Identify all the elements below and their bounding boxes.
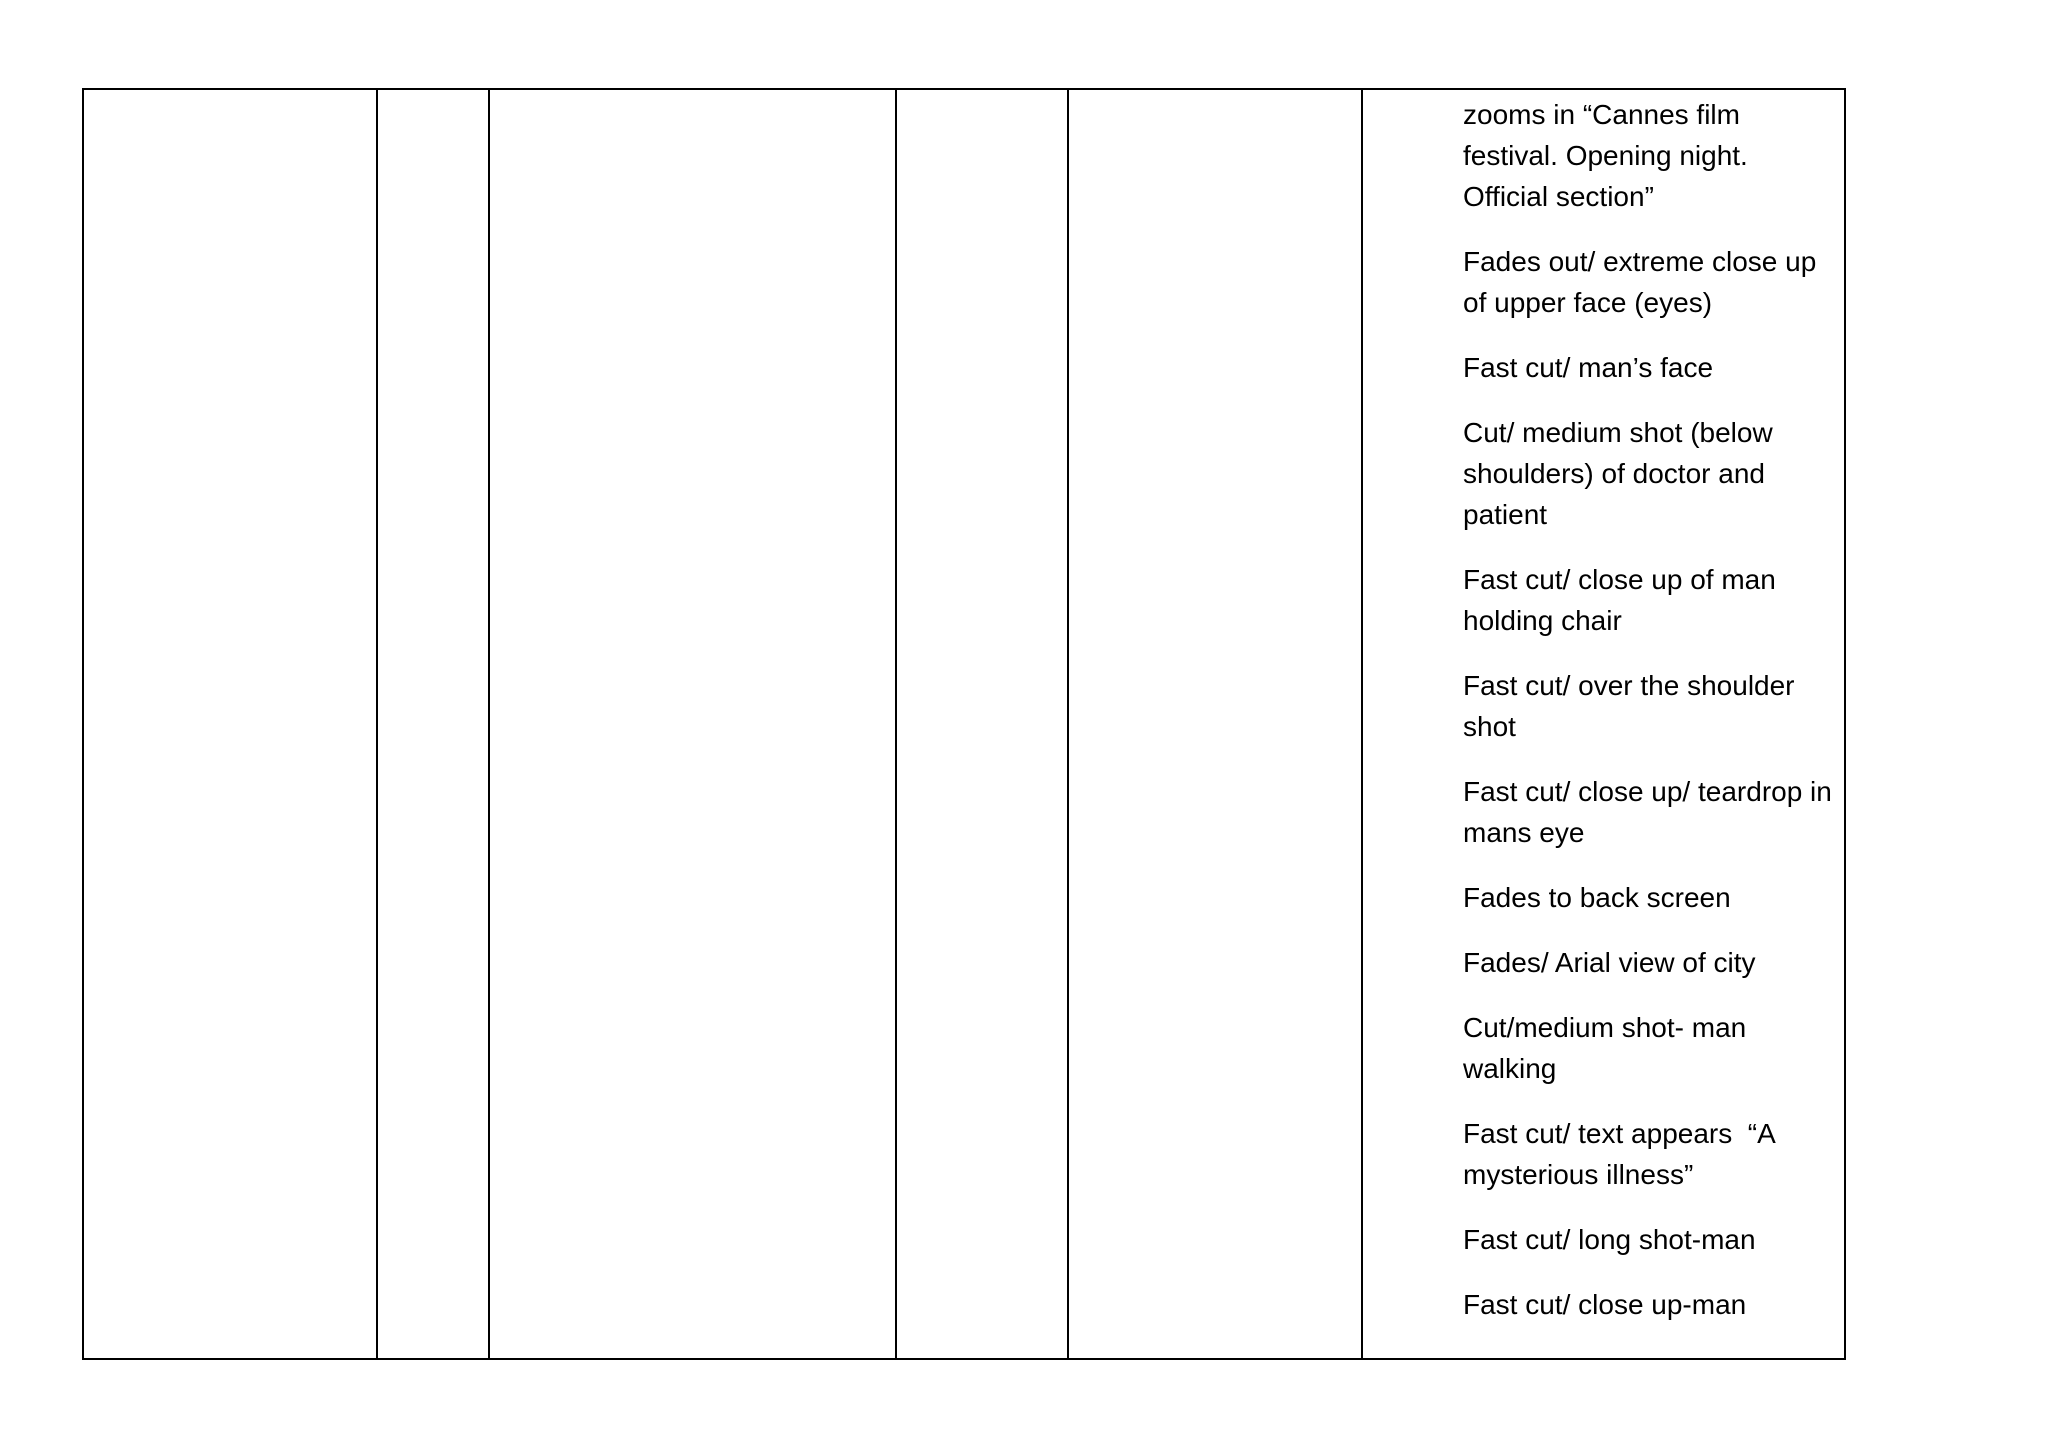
shot-description: Fades out/ extreme close up of upper face (eyes): [1463, 246, 1825, 318]
shot-description: Fast cut/ close up-man: [1463, 1289, 1747, 1320]
shot-description: Fast cut/ text appears “A mysterious illness”: [1463, 1118, 1783, 1190]
shot-description: zooms in “Cannes film festival. Opening night. Official section”: [1463, 99, 1756, 212]
shot-description: Fades/ Arial view of city: [1463, 947, 1756, 978]
shot-description: Cut/ medium shot (below shoulders) of doctor and patient: [1463, 417, 1781, 530]
shot-description: Fast cut/ over the shoulder shot: [1463, 670, 1803, 742]
storyboard-table: [82, 88, 1846, 1360]
table-cell-shot-descriptions: [1362, 89, 1845, 1359]
shot-description: Fast cut/ close up/ teardrop in mans eye: [1463, 776, 1840, 848]
table-row: [83, 89, 1845, 1359]
shot-description: Fast cut/ man’s face: [1463, 352, 1714, 383]
shot-description: Fades to back screen: [1463, 882, 1731, 913]
table-cell-col-2: [377, 89, 489, 1359]
table-cell-col-1: [83, 89, 377, 1359]
table-cell-col-3: [489, 89, 896, 1359]
table-cell-col-4: [896, 89, 1068, 1359]
shot-description: Cut/medium shot- man walking: [1463, 1012, 1754, 1084]
table-cell-col-5: [1068, 89, 1362, 1359]
shot-description: Fast cut/ close up of man holding chair: [1463, 564, 1784, 636]
shot-list: [1363, 90, 1844, 1325]
shot-description: Fast cut/ long shot-man: [1463, 1224, 1756, 1255]
